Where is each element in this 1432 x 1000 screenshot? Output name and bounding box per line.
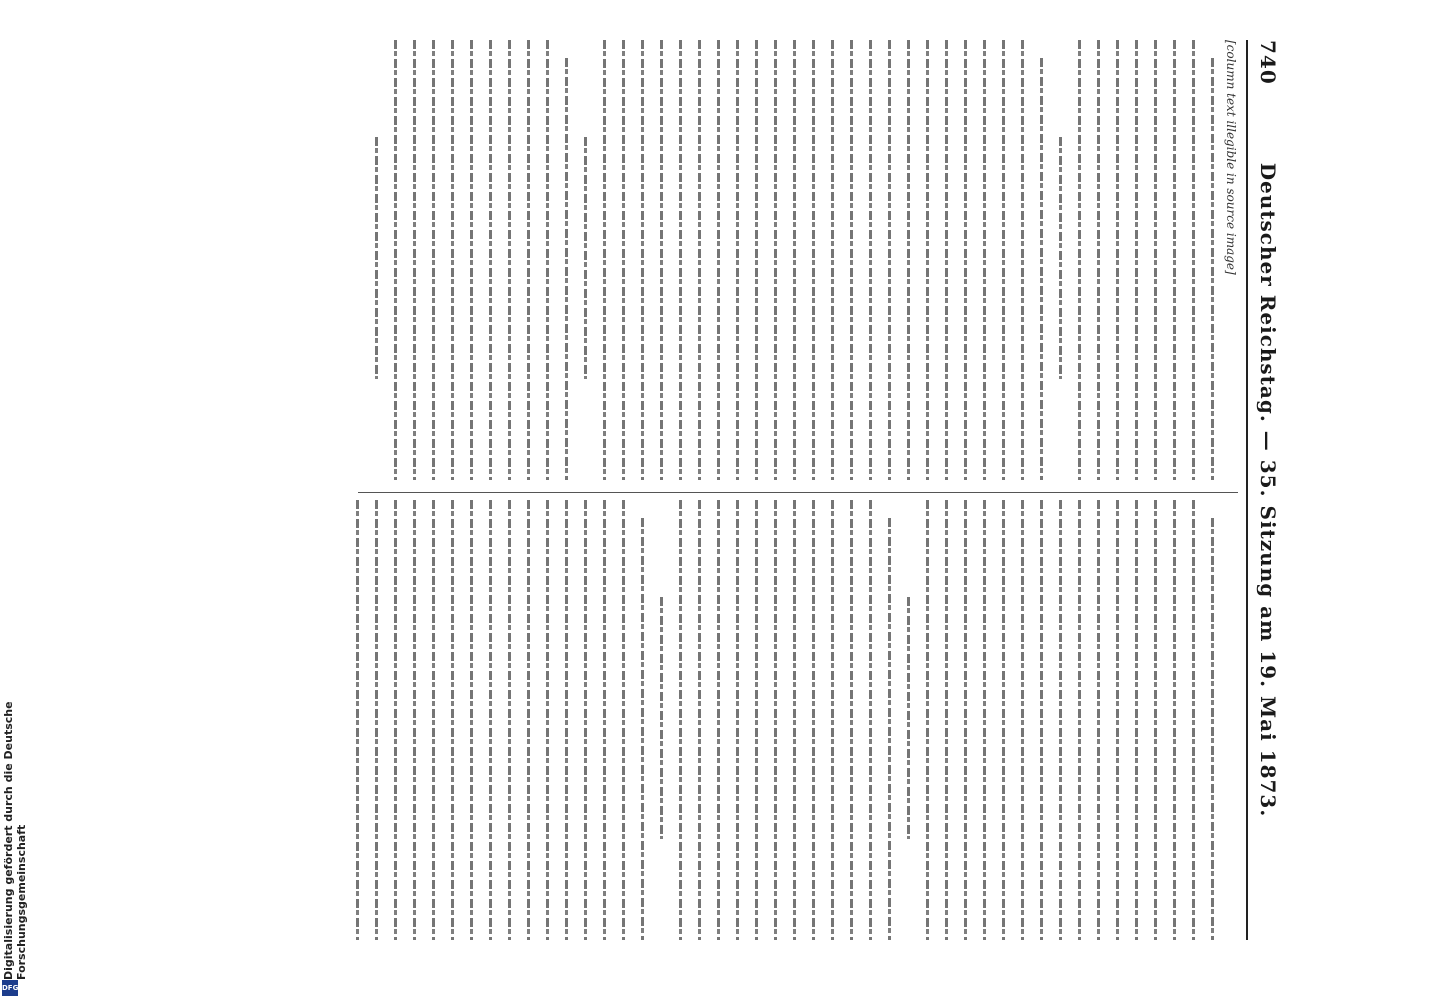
column-divider <box>358 492 1238 493</box>
right-column-text <box>340 500 1214 940</box>
page-header <box>1246 40 1282 940</box>
illegible-text-note: [column text illegible in source image] <box>1224 40 1238 275</box>
digitization-credit: Digitalisierung gefördert durch die Deutsche Forschungsgemeinschaft <box>2 701 28 980</box>
page-number: 740 <box>1256 40 1280 85</box>
left-column-text <box>359 40 1214 480</box>
page-title: Deutscher Reichstag. — 35. Sitzung am 19. Mai 1873. <box>1256 162 1280 818</box>
dfg-logo: DFG <box>2 980 18 996</box>
